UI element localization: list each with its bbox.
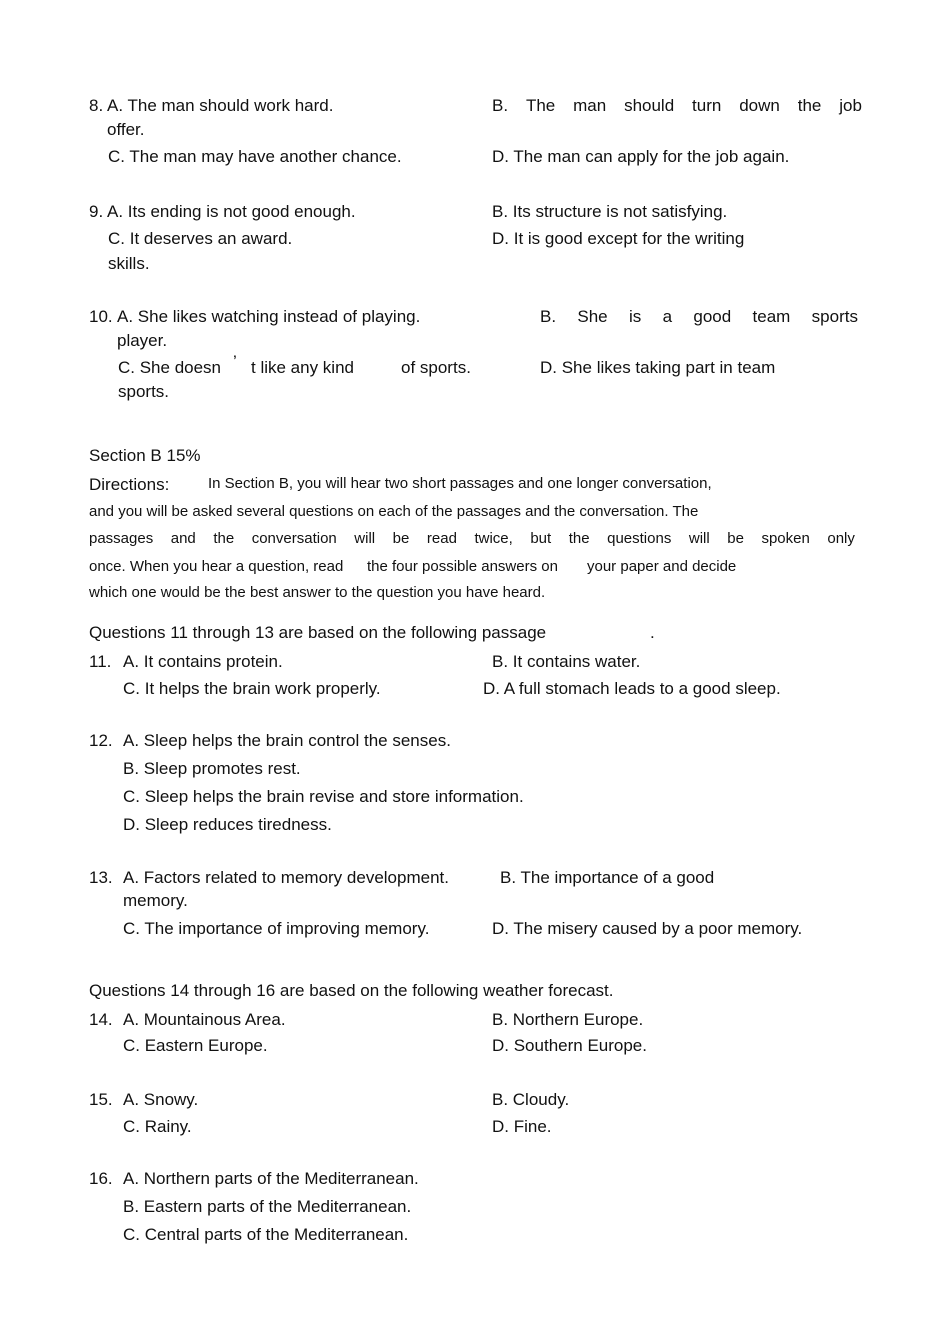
group2-intro: Questions 14 through 16 are based on the following weather forecast. — [89, 981, 614, 1000]
q12-option-a: A. Sleep helps the brain control the senses. — [123, 731, 451, 750]
word: turn — [692, 96, 722, 115]
word: only — [827, 530, 855, 547]
word: be — [727, 530, 744, 547]
q10-option-c-part2: t like any kind — [251, 358, 354, 377]
word: will — [354, 530, 376, 547]
directions-line-5: which one would be the best answer to the question you have heard. — [89, 584, 546, 601]
q15-option-c: C. Rainy. — [123, 1117, 192, 1136]
q13-option-b-continued: memory. — [123, 891, 188, 910]
word: job — [839, 96, 862, 115]
q13-option-d: D. The misery caused by a poor memory. — [492, 919, 803, 938]
word: The — [525, 96, 556, 115]
section-b-heading: Section B 15% — [89, 446, 201, 465]
word: the — [213, 530, 235, 547]
q8-option-d: D. The man can apply for the job again. — [492, 147, 790, 166]
q14-option-a: A. Mountainous Area. — [123, 1010, 286, 1029]
word: good — [693, 307, 732, 326]
word: a — [662, 307, 673, 326]
word: but — [530, 530, 552, 547]
q8-option-b — [492, 97, 862, 114]
q16-option-c: C. Central parts of the Mediterranean. — [123, 1225, 409, 1244]
q8-option-a: A. The man should work hard. — [107, 96, 334, 115]
q8-number: 8. — [89, 96, 104, 115]
q13-option-a: A. Factors related to memory development. — [123, 868, 449, 887]
q14-option-b: B. Northern Europe. — [492, 1010, 644, 1029]
word: B. — [540, 307, 557, 326]
word: B. — [492, 96, 509, 115]
q14-option-c: C. Eastern Europe. — [123, 1036, 268, 1055]
q8-option-c: C. The man may have another chance. — [108, 147, 402, 166]
q10-option-b-continued: player. — [117, 331, 168, 350]
word: twice, — [474, 530, 513, 547]
word: team — [752, 307, 791, 326]
q15-option-a: A. Snowy. — [123, 1090, 199, 1109]
q10-option-a: A. She likes watching instead of playing. — [117, 307, 421, 326]
group1-intro-end: . — [650, 623, 655, 642]
group1-intro: Questions 11 through 13 are based on the following passage — [89, 623, 547, 642]
q14-number: 14. — [89, 1010, 113, 1029]
q11-option-a: A. It contains protein. — [123, 652, 283, 671]
q10-option-b — [540, 308, 858, 325]
q13-number: 13. — [89, 868, 113, 887]
word: be — [392, 530, 410, 547]
q9-option-c: C. It deserves an award. — [108, 229, 293, 248]
word: is — [628, 307, 642, 326]
q8-option-b-continued: offer. — [107, 120, 145, 139]
directions-line-3 — [89, 531, 855, 546]
q12-option-c: C. Sleep helps the brain revise and store information. — [123, 787, 524, 806]
word: spoken — [761, 530, 810, 547]
word: She — [577, 307, 608, 326]
q10-option-c-part1: C. She doesn — [118, 358, 222, 377]
q16-number: 16. — [89, 1169, 113, 1188]
q11-option-b: B. It contains water. — [492, 652, 641, 671]
q9-option-a: A. Its ending is not good enough. — [107, 202, 356, 221]
q12-option-b: B. Sleep promotes rest. — [123, 759, 301, 778]
word: the — [797, 96, 822, 115]
q10-option-d: D. She likes taking part in team — [540, 358, 776, 377]
q11-option-d: D. A full stomach leads to a good sleep. — [483, 679, 781, 698]
q15-option-d: D. Fine. — [492, 1117, 552, 1136]
q9-option-b: B. Its structure is not satisfying. — [492, 202, 728, 221]
q11-number: 11. — [89, 652, 112, 671]
q10-number: 10. — [89, 307, 113, 326]
q9-option-d-continued: skills. — [108, 254, 150, 273]
q13-option-b: B. The importance of a good — [500, 868, 715, 887]
q9-option-d: D. It is good except for the writing — [492, 229, 745, 248]
word: sports — [811, 307, 858, 326]
directions-line-1: In Section B, you will hear two short passages and one longer conversation, — [208, 475, 712, 492]
word: read — [426, 530, 457, 547]
word: should — [624, 96, 675, 115]
q11-option-c: C. It helps the brain work properly. — [123, 679, 381, 698]
word: conversation — [251, 530, 337, 547]
word: and — [170, 530, 196, 547]
q10-option-c-apostrophe: ’ — [233, 352, 237, 371]
directions-line-4a: once. When you hear a question, read — [89, 558, 344, 575]
q15-number: 15. — [89, 1090, 113, 1109]
q16-option-a: A. Northern parts of the Mediterranean. — [123, 1169, 419, 1188]
q9-number: 9. — [89, 202, 104, 221]
q15-option-b: B. Cloudy. — [492, 1090, 570, 1109]
word: questions — [607, 530, 672, 547]
word: down — [739, 96, 780, 115]
q16-option-b: B. Eastern parts of the Mediterranean. — [123, 1197, 412, 1216]
q14-option-d: D. Southern Europe. — [492, 1036, 647, 1055]
directions-label: Directions: — [89, 475, 170, 494]
q12-option-d: D. Sleep reduces tiredness. — [123, 815, 332, 834]
directions-line-4c: your paper and decide — [587, 558, 737, 575]
word: the — [568, 530, 590, 547]
q10-option-d-continued: sports. — [118, 382, 170, 401]
word: man — [573, 96, 607, 115]
q12-number: 12. — [89, 731, 113, 750]
q13-option-c: C. The importance of improving memory. — [123, 919, 430, 938]
directions-line-4b: the four possible answers on — [367, 558, 558, 575]
q10-option-c-part3: of sports. — [401, 358, 471, 377]
directions-line-2: and you will be asked several questions on each of the passages and the conversation. The — [89, 503, 699, 520]
word: will — [688, 530, 710, 547]
word: passages — [89, 530, 154, 547]
